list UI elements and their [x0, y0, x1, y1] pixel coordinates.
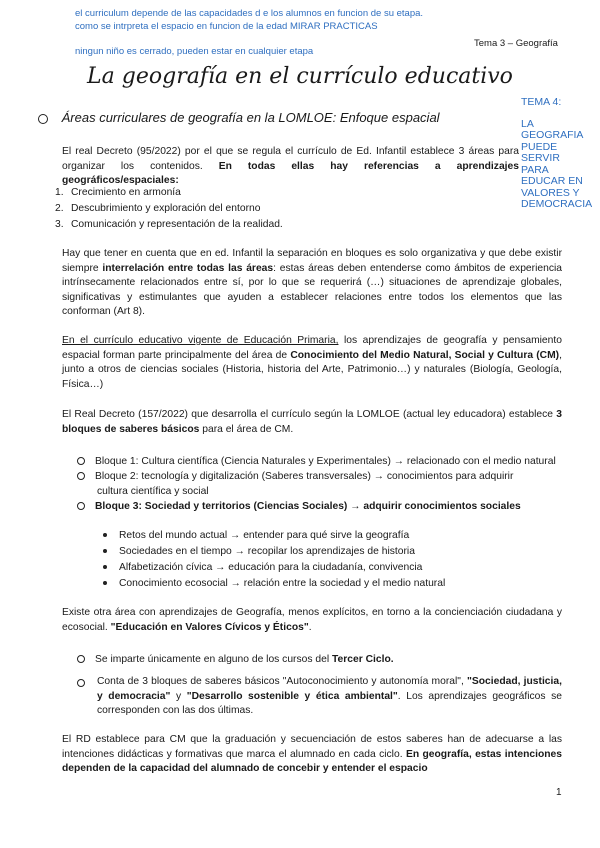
list-item: 3. Comunicación y representación de la realidad. [55, 219, 283, 230]
paragraph-2: Hay que tener en cuenta que en ed. Infantil la separación en bloques es solo organizativa y que debe existir siempre interrelación entre todas las áreas: estas áreas deben entenderse como ámbitos de experiencia intrínsecamente relacionados entre sí, por lo que se requerirá (…) situaciones de aprendizaje globales, significativas y estimulantes que ayuden a establecer relaciones entre todos los elementos que las conforman (Art 8). [62, 248, 562, 317]
side-note-line: GEOGRAFIA [521, 129, 584, 141]
values-item-2: Conta de 3 bloques de saberes básicos "Autoconocimiento y autonomía moral", "Sociedad, justicia, y democracia" y "Desarrollo sostenible y ética ambiental". Los aprendizajes geográficos se corresponden con las dos últimas. [77, 675, 562, 719]
paragraph-1: El real Decreto (95/2022) por el que se regula el currículo de Ed. Infantil establece 3 áreas para organizar los contenidos. En todas ellas hay referencias a aprendizajes geográficos/espaciales: [62, 146, 519, 186]
page-number: 1 [556, 787, 562, 798]
section-heading [38, 110, 440, 125]
list-item: Alfabetización cívica → educación para la ciudadanía, convivencia [103, 561, 422, 576]
paragraph-3: En el currículo educativo vigente de Educación Primaria, los aprendizajes de geografía y pensamiento espacial forman parte principalmente del área de Conocimiento del Medio Natural, Social y Cultura (CM), junto a otros de ciencias sociales (Historia, historia del Arte, Patrimonio…) y naturales (Biología, Geología, Física…) [62, 335, 562, 390]
paragraph-4: El Real Decreto (157/2022) que desarrolla el currículo según la LOMLOE (actual ley educadora) establece 3 bloques de saberes básicos para el área de CM. [62, 409, 562, 435]
dot-bullet-icon [103, 533, 107, 537]
circle-bullet-icon [77, 457, 85, 465]
side-note-line: SERVIR [521, 152, 560, 164]
circle-bullet-icon [77, 655, 85, 663]
circle-bullet-icon [38, 114, 48, 124]
circle-bullet-icon [77, 502, 85, 510]
list-item: Conocimiento ecosocial → relación entre la sociedad y el medio natural [103, 577, 445, 592]
list-item: Retos del mundo actual → entender para qué sirve la geografía [103, 529, 409, 544]
paragraph-6: El RD establece para CM que la graduación y secuenciación de estos saberes han de adecuarse a las intenciones didácticas y formativas que marca el alumnado en cada ciclo. En geografía, estas intenciones dependen de la capacidad del alumnado de concebir y entender el espacio [62, 734, 562, 774]
dot-bullet-icon [103, 565, 107, 569]
section-heading-text: Áreas curriculares de geografía en la LOMLOE: Enfoque espacial [61, 110, 440, 125]
dot-bullet-icon [103, 549, 107, 553]
dot-bullet-icon [103, 581, 107, 585]
side-note-line: LA [521, 117, 534, 130]
side-note-line: VALORES Y [521, 186, 580, 199]
topic-header: Tema 3 – Geografía [474, 38, 558, 49]
side-note-line: EDUCAR EN [521, 175, 583, 187]
block-item-2-cont: cultura científica y social [97, 486, 209, 497]
side-note-line: PUEDE [521, 140, 558, 153]
block-item-2: Bloque 2: tecnología y digitalización (Saberes transversales) → conocimientos para adquirir [77, 470, 562, 485]
block-item-1: Bloque 1: Cultura científica (Ciencia Naturales y Experimentales) → relacionado con el medio natural [77, 455, 556, 470]
page-title: La geografía en el currículo educativo [87, 64, 513, 89]
values-item-1: Se imparte únicamente en alguno de los cursos del Tercer Ciclo. [77, 653, 394, 668]
circle-bullet-icon [77, 679, 85, 687]
circle-bullet-icon [77, 472, 85, 480]
list-item: 2. Descubrimiento y exploración del entorno [55, 203, 261, 214]
list-item: 1. Crecimiento en armonía [55, 187, 181, 198]
paragraph-5: Existe otra área con aprendizajes de Geografía, menos explícitos, en torno a la concienciación ciudadana y ecosocial. "Educación en Valores Cívicos y Éticos". [62, 607, 562, 633]
side-note [521, 97, 592, 211]
block-item-3: Bloque 3: Sociedad y territorios (Ciencias Sociales) → adquirir conocimientos sociales [77, 500, 521, 515]
note-line-1: el curriculum depende de las capacidades d e los alumnos en funcion de su etapa. [75, 8, 424, 19]
note-line-3: ningun niño es cerrado, pueden estar en cualquier etapa [75, 46, 314, 57]
side-note-line: DEMOCRACIA [521, 198, 593, 210]
side-note-line: TEMA 4: [521, 96, 562, 108]
list-item: Sociedades en el tiempo → recopilar los aprendizajes de historia [103, 545, 415, 560]
side-note-line: PARA [521, 163, 549, 176]
note-line-2: como se intrpreta el espacio en funcion de la edad MIRAR PRACTICAS [75, 21, 378, 32]
